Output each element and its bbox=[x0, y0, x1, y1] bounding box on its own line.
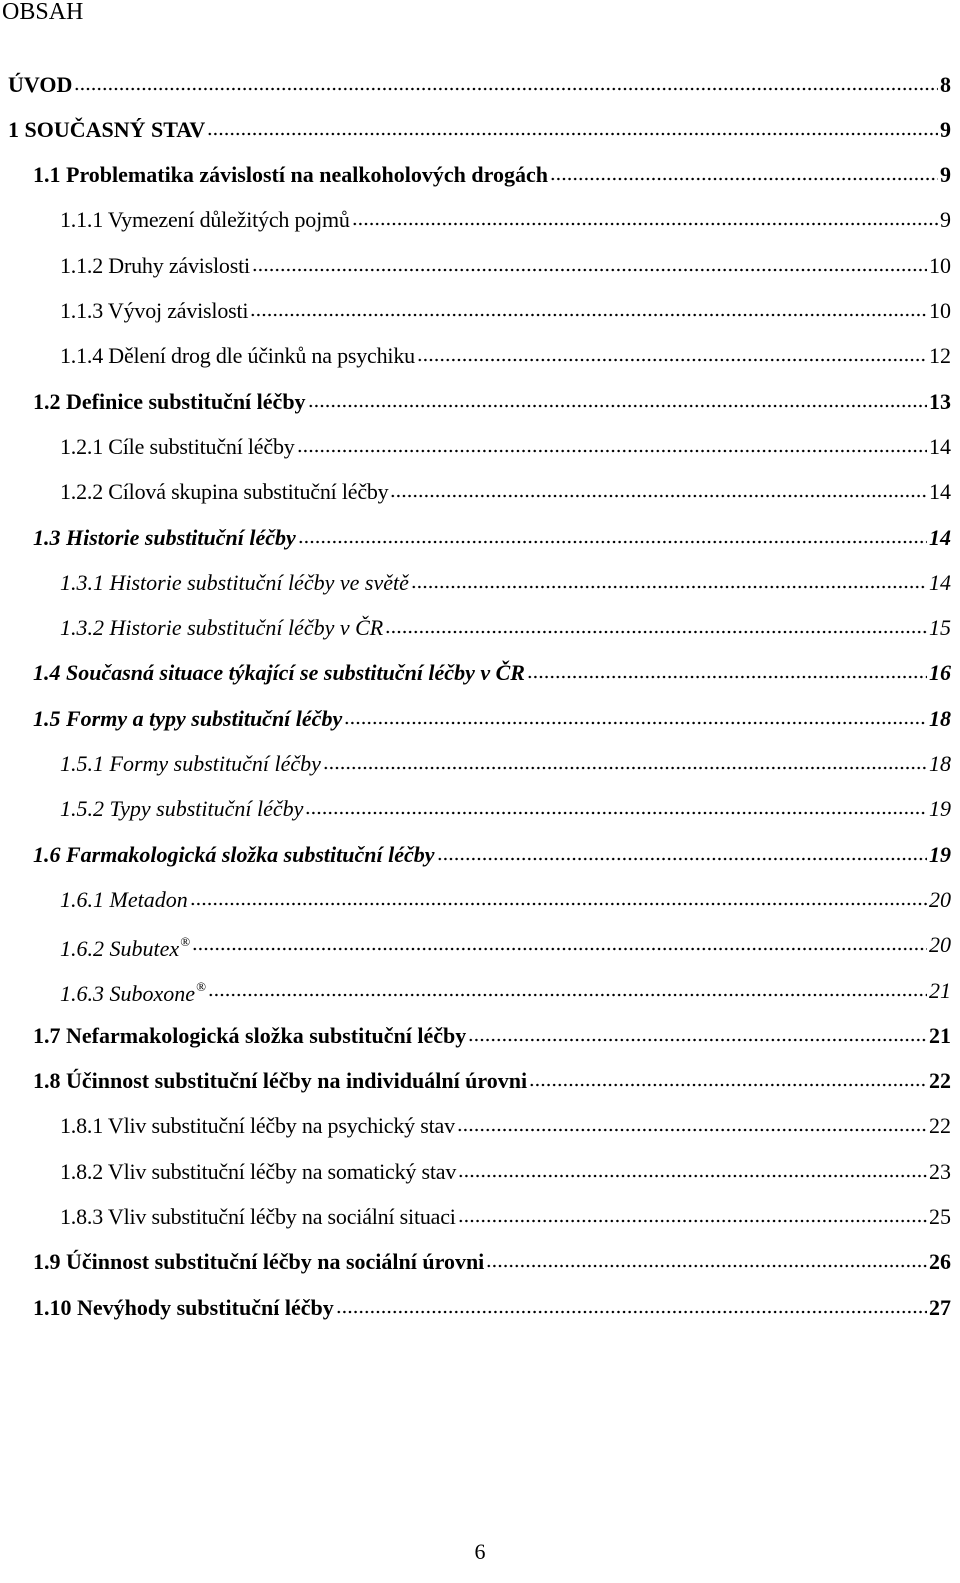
toc-entry-label bbox=[33, 1248, 484, 1276]
toc-entry-page: 10 bbox=[929, 252, 951, 278]
toc-entry-title: 1.2.2 Cílová skupina substituční léčby bbox=[60, 479, 389, 505]
toc-entry-title: 1.8.3 Vliv substituční léčby na sociální situaci bbox=[60, 1204, 456, 1229]
toc-entry-label bbox=[60, 478, 388, 506]
dot-leader bbox=[74, 86, 938, 92]
dot-leader bbox=[390, 493, 927, 499]
toc-entry-label bbox=[33, 841, 435, 869]
toc-entry-title: 1.8.1 Vliv substituční léčby na psychický stav bbox=[60, 1113, 455, 1139]
toc-entry-label bbox=[60, 928, 190, 963]
toc-entry[interactable] bbox=[0, 107, 960, 152]
toc-entry-title: 1.6.3 Suboxone bbox=[60, 981, 196, 1006]
toc-entry[interactable] bbox=[0, 968, 960, 1013]
dot-leader bbox=[192, 946, 927, 952]
toc-entry-page: 19 bbox=[929, 796, 951, 822]
toc-entry-page: 13 bbox=[929, 388, 951, 414]
toc-entry[interactable] bbox=[0, 289, 960, 334]
dot-leader bbox=[458, 1218, 927, 1224]
toc-entry-page: 14 bbox=[929, 569, 951, 595]
dot-leader bbox=[323, 765, 927, 771]
toc-entry-page: 22 bbox=[929, 1113, 951, 1139]
dot-leader bbox=[305, 810, 927, 816]
dot-leader bbox=[208, 992, 927, 998]
toc-entry-label bbox=[60, 252, 250, 280]
toc-entry[interactable] bbox=[0, 1195, 960, 1240]
dot-leader bbox=[527, 674, 927, 680]
dot-leader bbox=[336, 1309, 927, 1315]
toc-entry[interactable] bbox=[0, 923, 960, 968]
toc-entry[interactable] bbox=[0, 1104, 960, 1149]
dot-leader bbox=[190, 901, 927, 907]
toc-entry-title: ÚVOD bbox=[8, 71, 73, 97]
toc-entry-page: 21 bbox=[929, 977, 951, 1003]
dot-leader bbox=[250, 312, 927, 318]
toc-entry-page: 18 bbox=[929, 751, 951, 776]
dot-leader bbox=[308, 403, 927, 409]
toc-entry-label bbox=[60, 886, 188, 914]
dot-leader bbox=[207, 131, 938, 137]
toc-entry-label bbox=[60, 433, 295, 461]
toc-entry-page: 26 bbox=[929, 1249, 951, 1275]
toc-entry-title: 1.3.1 Historie substituční léčby ve světě bbox=[60, 569, 409, 595]
toc-entry-label bbox=[33, 1067, 527, 1095]
toc-entry-page: 23 bbox=[929, 1158, 951, 1184]
toc-entry-page: 15 bbox=[929, 615, 951, 641]
dot-leader bbox=[352, 221, 938, 227]
toc-entry-label bbox=[60, 206, 350, 234]
toc-entry-label bbox=[60, 1203, 456, 1231]
page-number: 6 bbox=[474, 1539, 486, 1564]
toc-entry[interactable] bbox=[0, 515, 960, 560]
toc-entry[interactable] bbox=[0, 470, 960, 515]
registered-mark: ® bbox=[196, 979, 206, 994]
toc-entry-title: 1.1.2 Druhy závislosti bbox=[60, 252, 250, 278]
toc-entry-page: 14 bbox=[929, 524, 951, 550]
dot-leader bbox=[437, 856, 927, 862]
toc-entry-label bbox=[33, 705, 342, 733]
dot-leader bbox=[411, 584, 927, 590]
toc-heading: OBSAH bbox=[2, 0, 84, 25]
toc-entry-label bbox=[60, 795, 303, 823]
toc-entry-title: 1.2.1 Cíle substituční léčby bbox=[60, 433, 295, 459]
toc-entry-page: 14 bbox=[929, 433, 951, 459]
toc-entry-title: 1.9 Účinnost substituční léčby na sociální úrovni bbox=[33, 1249, 485, 1275]
toc-entry-title: 1.3 Historie substituční léčby bbox=[33, 524, 296, 550]
toc-entry-label bbox=[8, 71, 72, 99]
dot-leader bbox=[385, 629, 927, 635]
toc-entry[interactable] bbox=[0, 606, 960, 651]
toc-entry-label bbox=[33, 388, 306, 416]
toc-entry-title: 1.4 Současná situace týkající se substituční léčby v ČR bbox=[33, 660, 525, 686]
toc-entry[interactable] bbox=[0, 787, 960, 832]
toc-entry[interactable] bbox=[0, 1149, 960, 1194]
toc-entry-title: 1.10 Nevýhody substituční léčby bbox=[33, 1294, 334, 1320]
toc-entry-title: 1.1.1 Vymezení důležitých pojmů bbox=[60, 207, 350, 233]
toc-entry-title: 1.5 Formy a typy substituční léčby bbox=[33, 705, 343, 731]
toc-entry-title: 1.1.3 Vývoj závislosti bbox=[60, 298, 249, 323]
toc-entry[interactable] bbox=[0, 424, 960, 469]
toc-entry-page: 18 bbox=[929, 705, 951, 731]
toc-entry[interactable] bbox=[0, 198, 960, 243]
toc-entry-page: 9 bbox=[940, 162, 951, 188]
toc-entry-label bbox=[60, 1112, 455, 1140]
dot-leader bbox=[417, 357, 927, 363]
toc-entry-label bbox=[33, 524, 296, 552]
toc-entry-label bbox=[60, 750, 321, 778]
toc-entry-title: 1.6.2 Subutex bbox=[60, 935, 180, 961]
toc-entry-page: 12 bbox=[929, 343, 951, 369]
toc-entry[interactable] bbox=[0, 696, 960, 741]
toc-entry[interactable] bbox=[0, 651, 960, 696]
toc-entry[interactable] bbox=[0, 153, 960, 198]
toc-entry-page: 25 bbox=[929, 1204, 951, 1229]
dot-leader bbox=[550, 176, 938, 182]
dot-leader bbox=[252, 267, 927, 273]
toc-entry[interactable] bbox=[0, 243, 960, 288]
toc-entry-label bbox=[33, 1022, 466, 1050]
toc-entry-label bbox=[60, 297, 248, 325]
toc-entry-title: 1.6 Farmakologická složka substituční léčby bbox=[33, 841, 435, 867]
toc-entry[interactable] bbox=[0, 334, 960, 379]
dot-leader bbox=[297, 448, 927, 454]
toc-entry[interactable] bbox=[0, 1059, 960, 1104]
toc-entry-title: 1.8.2 Vliv substituční léčby na somatický stav bbox=[60, 1158, 457, 1184]
toc-entry-page: 9 bbox=[940, 116, 951, 142]
toc-entry-page: 20 bbox=[929, 932, 951, 958]
toc-entry-title: 1.1.4 Dělení drog dle účinků na psychiku bbox=[60, 343, 415, 369]
toc-entry[interactable] bbox=[0, 1013, 960, 1058]
toc-entry-title: 1.1 Problematika závislostí na nealkoholových drogách bbox=[33, 162, 549, 188]
toc-entry[interactable] bbox=[0, 742, 960, 787]
toc-entry[interactable] bbox=[0, 379, 960, 424]
dot-leader bbox=[457, 1127, 927, 1133]
toc-entry-label bbox=[60, 1158, 456, 1186]
toc-entry-label bbox=[60, 569, 409, 597]
toc-entry-title: 1.3.2 Historie substituční léčby v ČR bbox=[60, 615, 384, 641]
registered-mark: ® bbox=[180, 933, 191, 949]
dot-leader bbox=[458, 1173, 927, 1179]
toc-entry-page: 16 bbox=[929, 660, 951, 686]
toc-entry-title: 1.2 Definice substituční léčby bbox=[33, 388, 306, 414]
toc-entry-label bbox=[33, 1294, 334, 1322]
toc-entry[interactable] bbox=[0, 832, 960, 877]
toc-entry-title: 1.5.1 Formy substituční léčby bbox=[60, 751, 321, 776]
toc-entry-page: 9 bbox=[940, 207, 951, 233]
toc-entry-page: 8 bbox=[940, 71, 951, 97]
toc-entry-page: 21 bbox=[929, 1022, 951, 1048]
dot-leader bbox=[468, 1037, 927, 1043]
dot-leader bbox=[298, 539, 927, 545]
toc-entry-title: 1.8 Účinnost substituční léčby na individuální úrovni bbox=[33, 1068, 528, 1094]
toc-entry-page: 19 bbox=[929, 841, 951, 867]
toc-entry-title: 1.6.1 Metadon bbox=[60, 886, 188, 912]
toc-entry[interactable] bbox=[0, 62, 960, 107]
toc-entry-title: 1 SOUČASNÝ STAV bbox=[8, 116, 206, 142]
toc-entry-label bbox=[33, 161, 548, 189]
toc-entry-label bbox=[60, 973, 206, 1008]
toc-entry[interactable] bbox=[0, 560, 960, 605]
toc-entry-label bbox=[60, 614, 383, 642]
toc-entry-label bbox=[33, 659, 525, 687]
toc-entry-label bbox=[8, 116, 205, 144]
toc-entry-label bbox=[60, 342, 415, 370]
toc-entry[interactable] bbox=[0, 877, 960, 922]
toc-entry-page: 20 bbox=[929, 886, 951, 912]
dot-leader bbox=[344, 720, 927, 726]
toc-entry[interactable] bbox=[0, 1285, 960, 1330]
toc-entry-page: 27 bbox=[929, 1294, 951, 1320]
toc-entry-page: 10 bbox=[929, 298, 951, 323]
dot-leader bbox=[529, 1082, 927, 1088]
toc-entry[interactable] bbox=[0, 1240, 960, 1285]
dot-leader bbox=[486, 1263, 927, 1269]
toc-entry-title: 1.7 Nefarmakologická složka substituční léčby bbox=[33, 1022, 467, 1048]
toc-entry-title: 1.5.2 Typy substituční léčby bbox=[60, 796, 304, 822]
toc-entry-page: 14 bbox=[929, 479, 951, 505]
toc-entry-page: 22 bbox=[929, 1068, 951, 1094]
